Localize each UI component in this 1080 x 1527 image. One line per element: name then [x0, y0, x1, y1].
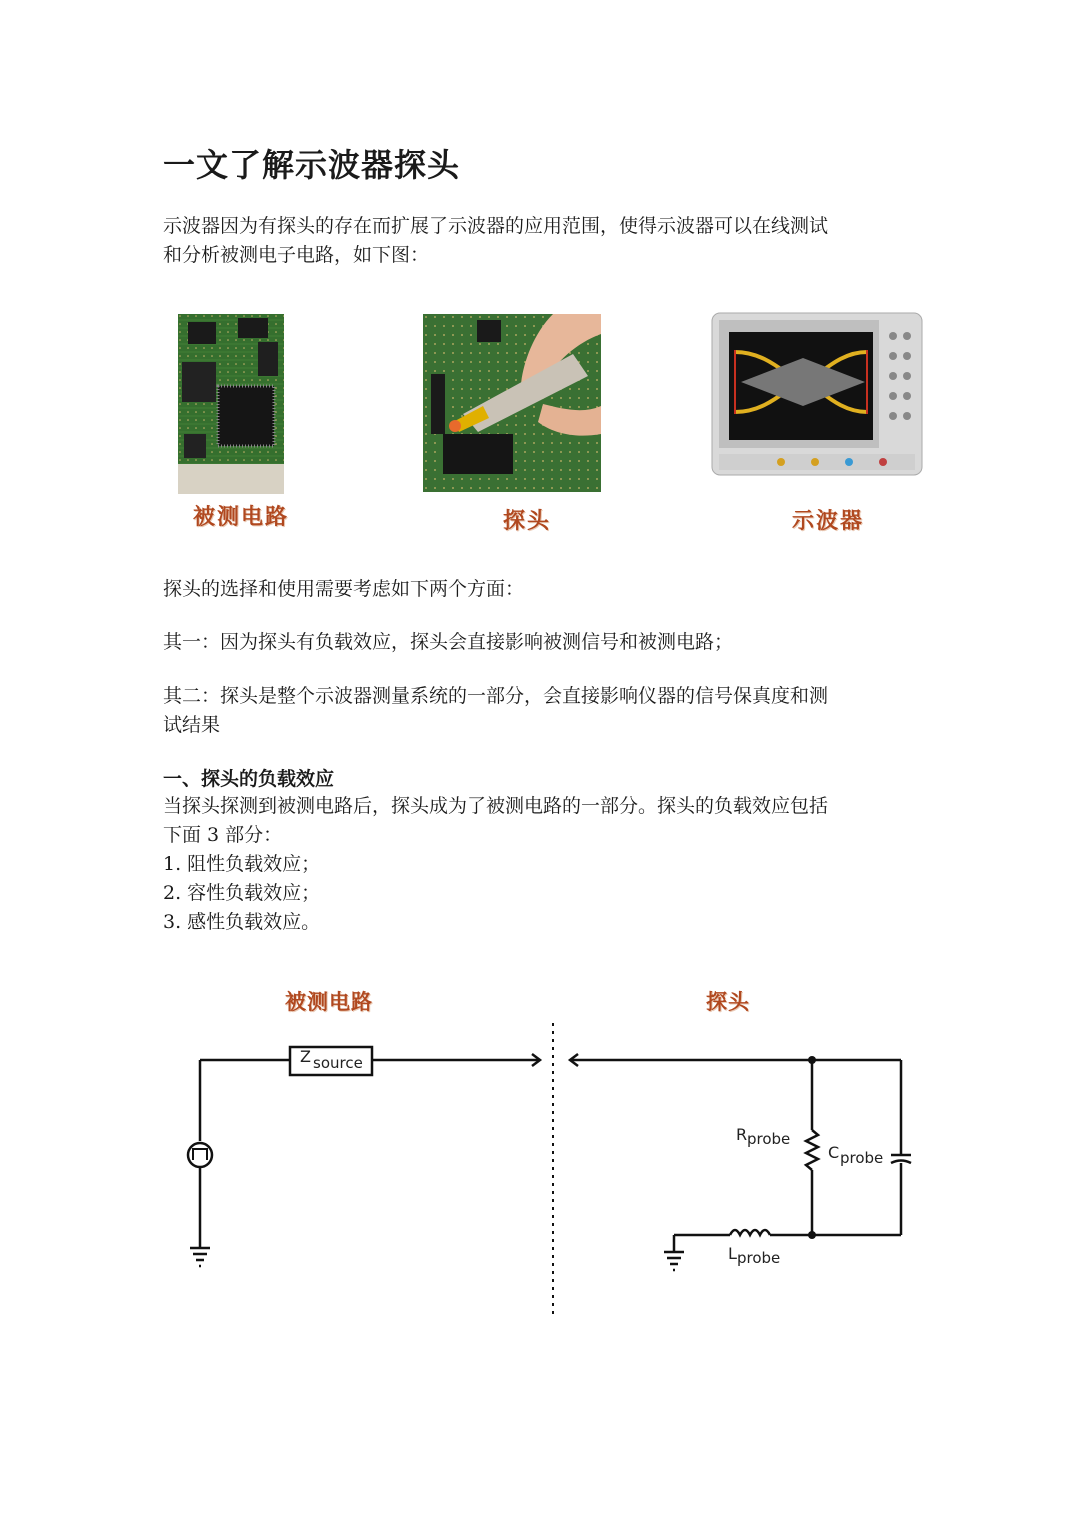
l-probe-symbol: L: [728, 1244, 737, 1263]
caption-circuit: 被测电路: [192, 504, 289, 530]
oscilloscope-photo: [711, 312, 923, 476]
point-two-line: 试结果: [163, 714, 221, 736]
list-item: 2. 容性负载效应；: [163, 882, 321, 904]
list-item: 1. 阻性负载效应；: [163, 853, 321, 875]
r-probe-symbol: R: [736, 1125, 748, 1144]
z-source-subscript: source: [313, 1054, 363, 1072]
section-body-line: 当探头探测到被测电路后，探头成为了被测电路的一部分。探头的负载效应包括: [163, 795, 829, 817]
resistor-icon: [806, 1130, 818, 1170]
intro-paragraph: [163, 212, 923, 270]
section-body: [163, 792, 923, 937]
point-two: [163, 682, 923, 740]
capacitor-icon: [891, 1155, 911, 1163]
intro-line: 示波器因为有探头的存在而扩展了示波器的应用范围，使得示波器可以在线测试: [163, 215, 829, 237]
section-body-line: 下面 3 部分：: [163, 824, 283, 846]
diagram-label-probe: 探头: [706, 989, 750, 1014]
probe-loading-circuit-diagram: [160, 1015, 940, 1325]
considerations-intro: 探头的选择和使用需要考虑如下两个方面：: [163, 578, 525, 600]
c-probe-symbol: C: [828, 1143, 840, 1162]
probe-photo: [423, 314, 601, 492]
section-heading: 一、探头的负载效应: [163, 768, 335, 790]
circuit-board-photo: [178, 314, 284, 494]
page-title: 一文了解示波器探头: [163, 146, 461, 184]
inductor-icon: [730, 1230, 770, 1235]
diagram-label-circuit: 被测电路: [285, 989, 373, 1014]
z-source-symbol: Z: [300, 1047, 311, 1066]
l-probe-subscript: probe: [737, 1249, 781, 1267]
c-probe-subscript: probe: [840, 1149, 884, 1167]
r-probe-subscript: probe: [747, 1130, 791, 1148]
ground-icon-right: [664, 1252, 684, 1270]
point-one: 其一：因为探头有负载效应，探头会直接影响被测信号和被测电路；: [163, 631, 734, 653]
caption-oscilloscope: 示波器: [791, 508, 864, 534]
pulse-source-icon: [188, 1143, 212, 1167]
point-two-line: 其二：探头是整个示波器测量系统的一部分，会直接影响仪器的信号保真度和测: [163, 685, 829, 707]
intro-line: 和分析被测电子电路，如下图：: [163, 244, 430, 266]
list-item: 3. 感性负载效应。: [163, 911, 321, 933]
caption-probe: 探头: [502, 508, 551, 534]
ground-icon-left: [190, 1248, 210, 1266]
